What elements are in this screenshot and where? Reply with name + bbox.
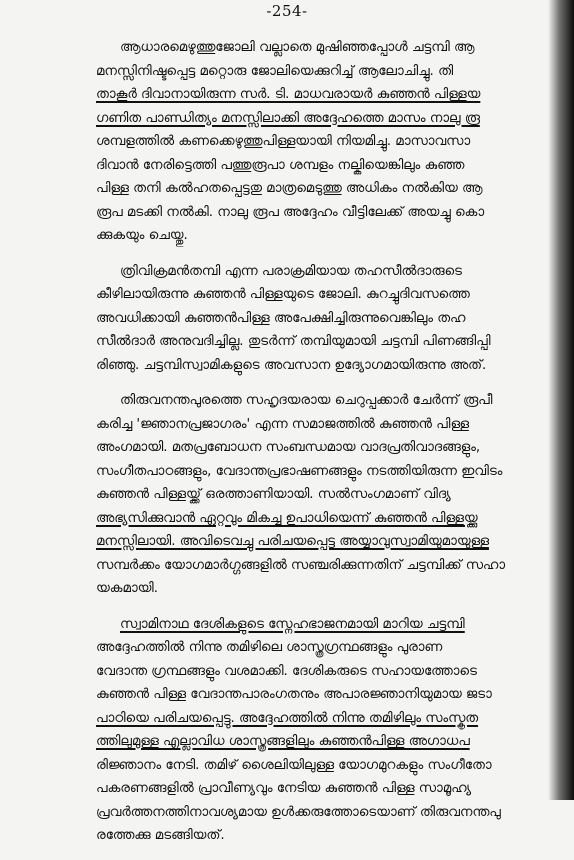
- paragraph: [96, 613, 536, 848]
- paragraph: [96, 260, 536, 378]
- paragraph: [96, 389, 536, 601]
- text-line: രത്തേക്കു മടങ്ങിയത്.: [96, 828, 225, 843]
- text-line: തിരുവനന്തപുരത്തെ സഹൃദയരായ ചെറുപ്പക്കാർ ചേർന്ന് രൂപീ: [120, 393, 493, 408]
- text-line: സംഗീതപാഠങ്ങളും, വേദാന്തപ്രഭാഷണങ്ങളും നടത്തിയിരുന്ന ഇവിടം: [96, 463, 503, 479]
- text-line: സീൽദാർ അനുവദിച്ചില്ല. തുടർന്ന് തമ്പിയുമായി ചട്ടമ്പി പിണങ്ങിപ്പി: [96, 334, 491, 349]
- body-text: [96, 36, 536, 860]
- text-line: അവധിക്കായി കുഞ്ഞൻപിള്ള അപേക്ഷിച്ചിരുന്നുവെങ്കിലും തഹ: [96, 310, 466, 326]
- text-line: യകമായി.: [96, 581, 158, 596]
- text-line: കുഞ്ഞൻ പിള്ള വേദാന്തപാരംഗതനും അപാരജ്ഞാനിയുമായ ജടാ: [96, 687, 492, 702]
- text-line-underlined: ത്തിലുമുള്ള എല്ലാവിധ ശാസ്ത്രങ്ങളിലും കുഞ്ഞൻപിള്ള അഗാധപ: [96, 734, 470, 749]
- text-line: കരിച്ച 'ജ്ഞാനപ്രജാഗരം' എന്ന സമാജത്തിൽ കുഞ്ഞൻ പിള്ള: [96, 416, 469, 432]
- text-line-underlined: അഭ്യസിക്കുവാൻ ഏറ്റവും മികച്ച ഉപാധിയെന്ന് കുഞ്ഞൻ പിള്ളയ്ക്കു: [96, 510, 478, 526]
- text-line: ആധാരമെഴുത്തുജോലി വല്ലാതെ മുഷിഞ്ഞപ്പോൾ ചട്ടമ്പി ആ: [120, 40, 475, 55]
- text-line: രിഞ്ഞു. ചട്ടമ്പിസ്വാമികളുടെ അവസാന ഉദ്യോഗമായിരുന്നു അത്.: [96, 357, 487, 373]
- text-line: കുഞ്ഞൻ പിള്ളയ്ക്ക് ഒരത്താണിയായി. സൽസംഗമാണ് വിദ്യ: [96, 487, 451, 502]
- text-line-underlined: മനസ്സിലായി. അവിടെവച്ചു പരിചയപ്പെട്ട അയ്യാവുസ്വാമിയുമായുള്ള: [96, 534, 489, 549]
- scanned-page-edge-shadow: [548, 0, 574, 800]
- text-line: മനസ്സിനിഷ്ടപ്പെട്ട മറ്റൊരു ജോലിയെക്കുറിച്ച് ആലോചിച്ചു. തി: [96, 63, 454, 79]
- text-line-underlined: പാഠിയെ പരിചയപ്പെട്ടു. അദ്ദേഹത്തിൽ നിന്നു തമിഴിലും സംസ്കൃത: [96, 710, 479, 726]
- paragraph: [96, 36, 536, 248]
- text-line: അദ്ദേഹത്തിൽ നിന്നു തമിഴിലെ ശാസ്ത്രഗ്രന്ഥങ്ങളും പുരാണ: [96, 640, 443, 655]
- text-line: ത്രിവിക്രമൻതമ്പി എന്ന പരാക്രമിയായ തഹസീൽദാരുടെ: [120, 263, 462, 279]
- text-line: രിജ്ഞാനം നേടി. തമിഴ് ശൈലിയിലുള്ള യോഗമുറകളും സംഗീതോ: [96, 757, 492, 773]
- text-line-underlined: സ്വാമിനാഥ ദേശികളുടെ സ്നേഹഭാജനമായി മാറിയ ചട്ടമ്പി: [120, 616, 465, 632]
- text-line: വേദാന്ത ഗ്രന്ഥങ്ങളും വശമാക്കി. ദേശികരുടെ സഹായത്തോടെ: [96, 663, 477, 679]
- text-line: പ്രവർത്തനത്തിനാവശ്യമായ ഉൾക്കരുത്തോടെയാണ് തിരുവനന്തപു: [96, 804, 501, 820]
- text-line: സമ്പർക്കം യോഗമാർഗ്ഗങ്ങളിൽ സഞ്ചരിക്കുന്നതിന് ചട്ടമ്പിക്ക് സഹാ: [96, 557, 506, 573]
- text-line-underlined: താകൂർ ദിവാനായിരുന്ന സർ. ടി. മാധവരായർ കുഞ്ഞൻ പിള്ളയ: [96, 87, 481, 102]
- text-line: അംഗമായി. മതപ്രബോധന സംബന്ധമായ വാദപ്രതിവാദങ്ങളും,: [96, 440, 481, 455]
- text-line: ശമ്പളത്തിൽ കണക്കെഴുത്തുപിള്ളയായി നിയമിച്ചു. മാസാവസാ: [96, 134, 471, 149]
- text-line: പകരണങ്ങളിൽ പ്രാവീണ്യവും നേടിയ കുഞ്ഞൻ പിള്ള സാമൂഹ്യ: [96, 781, 471, 796]
- text-line: കീഴിലായിരുന്നു കുഞ്ഞൻ പിള്ളയുടെ ജോലി. കുറച്ചുദിവസത്തെ: [96, 287, 470, 302]
- text-line: പിള്ള തനി കൽഹതപ്പെട്ടതു മാത്രമെടുത്തു അധികം നൽകിയ ആ: [96, 181, 483, 196]
- page-number: -254-: [266, 2, 308, 20]
- text-line-underlined: ഗണിത പാണ്ഡിത്യം മനസ്സിലാക്കി അദ്ദേഹത്തെ മാസം നാലു രൂ: [96, 110, 480, 126]
- text-line: രൂപ മടക്കി നൽകി. നാലു രൂപ അദ്ദേഹം വീട്ടിലേക്ക് അയച്ചു കൊ: [96, 204, 485, 220]
- text-line: ക്കുകയും ചെയ്തു.: [96, 228, 188, 243]
- text-line: ദിവാൻ നേരിട്ടെത്തി പത്തുരൂപാ ശമ്പളം നല്കിയെങ്കിലും കുഞ്ഞ: [96, 157, 465, 173]
